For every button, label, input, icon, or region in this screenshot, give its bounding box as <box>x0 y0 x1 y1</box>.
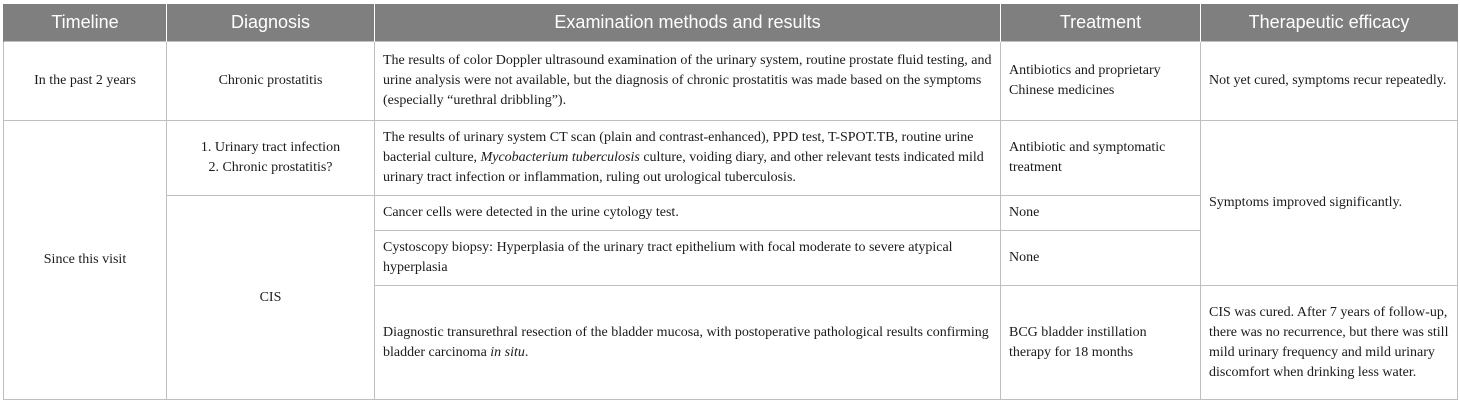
diagnosis-cell <box>167 121 375 196</box>
examination-cell: Cancer cells were detected in the urine cytology test. <box>375 196 1001 231</box>
header-treatment: Treatment <box>1001 4 1201 42</box>
examination-text: . <box>524 344 529 360</box>
table-container <box>3 4 1457 400</box>
header-timeline: Timeline <box>4 4 167 42</box>
timeline-cell: In the past 2 years <box>4 42 167 121</box>
examination-cell <box>375 121 1001 196</box>
efficacy-cell: CIS was cured. After 7 years of follow-up, there was no recurrence, but there was still mild urinary frequency and mild urinary discomfort when drinking less water. <box>1201 286 1458 400</box>
header-diagnosis: Diagnosis <box>167 4 375 42</box>
examination-cell: The results of color Doppler ultrasound examination of the urinary system, routine prostate fluid testing, and urine analysis were not available, but the diagnosis of chronic prostatitis was made based on the symptoms (especially “urethral dribbling”). <box>375 42 1001 121</box>
case-timeline-table <box>3 4 1458 400</box>
treatment-cell: None <box>1001 231 1201 286</box>
examination-text: Diagnostic transurethral resection of the bladder mucosa, with postoperative pathological results confirming bladder carcinoma <box>383 324 989 360</box>
header-efficacy: Therapeutic efficacy <box>1201 4 1458 42</box>
table-row <box>4 121 1458 196</box>
diagnosis-cell: CIS <box>167 196 375 400</box>
table-row <box>4 42 1458 121</box>
timeline-cell: Since this visit <box>4 121 167 400</box>
diagnosis-cell: Chronic prostatitis <box>167 42 375 121</box>
treatment-cell: Antibiotic and symptomatic treatment <box>1001 121 1201 196</box>
treatment-cell: Antibiotics and proprietary Chinese medicines <box>1001 42 1201 121</box>
examination-italic: Mycobacterium tuberculosis <box>480 150 640 165</box>
efficacy-cell: Not yet cured, symptoms recur repeatedly. <box>1201 42 1458 121</box>
header-examination: Examination methods and results <box>375 4 1001 42</box>
examination-cell <box>375 286 1001 400</box>
examination-text: culture, voiding diary, and other relevant tests indicated mild urinary tract infection or inflammation, ruling out urological tuberculosis. <box>383 150 984 185</box>
efficacy-cell: Symptoms improved significantly. <box>1201 121 1458 286</box>
treatment-cell: BCG bladder instillation therapy for 18 months <box>1001 286 1201 400</box>
header-row <box>4 4 1458 42</box>
examination-text: The results of urinary system CT scan (plain and contrast-enhanced), PPD test, T-SPOT.TB, routine urine bacterial culture, <box>383 130 974 165</box>
diagnosis-line: 2. Chronic prostatitis? <box>208 160 333 175</box>
diagnosis-line: 1. Urinary tract infection <box>200 140 341 155</box>
examination-cell: Cystoscopy biopsy: Hyperplasia of the urinary tract epithelium with focal moderate to severe atypical hyperplasia <box>375 231 1001 286</box>
treatment-cell: None <box>1001 196 1201 231</box>
examination-italic: in situ <box>490 344 525 360</box>
